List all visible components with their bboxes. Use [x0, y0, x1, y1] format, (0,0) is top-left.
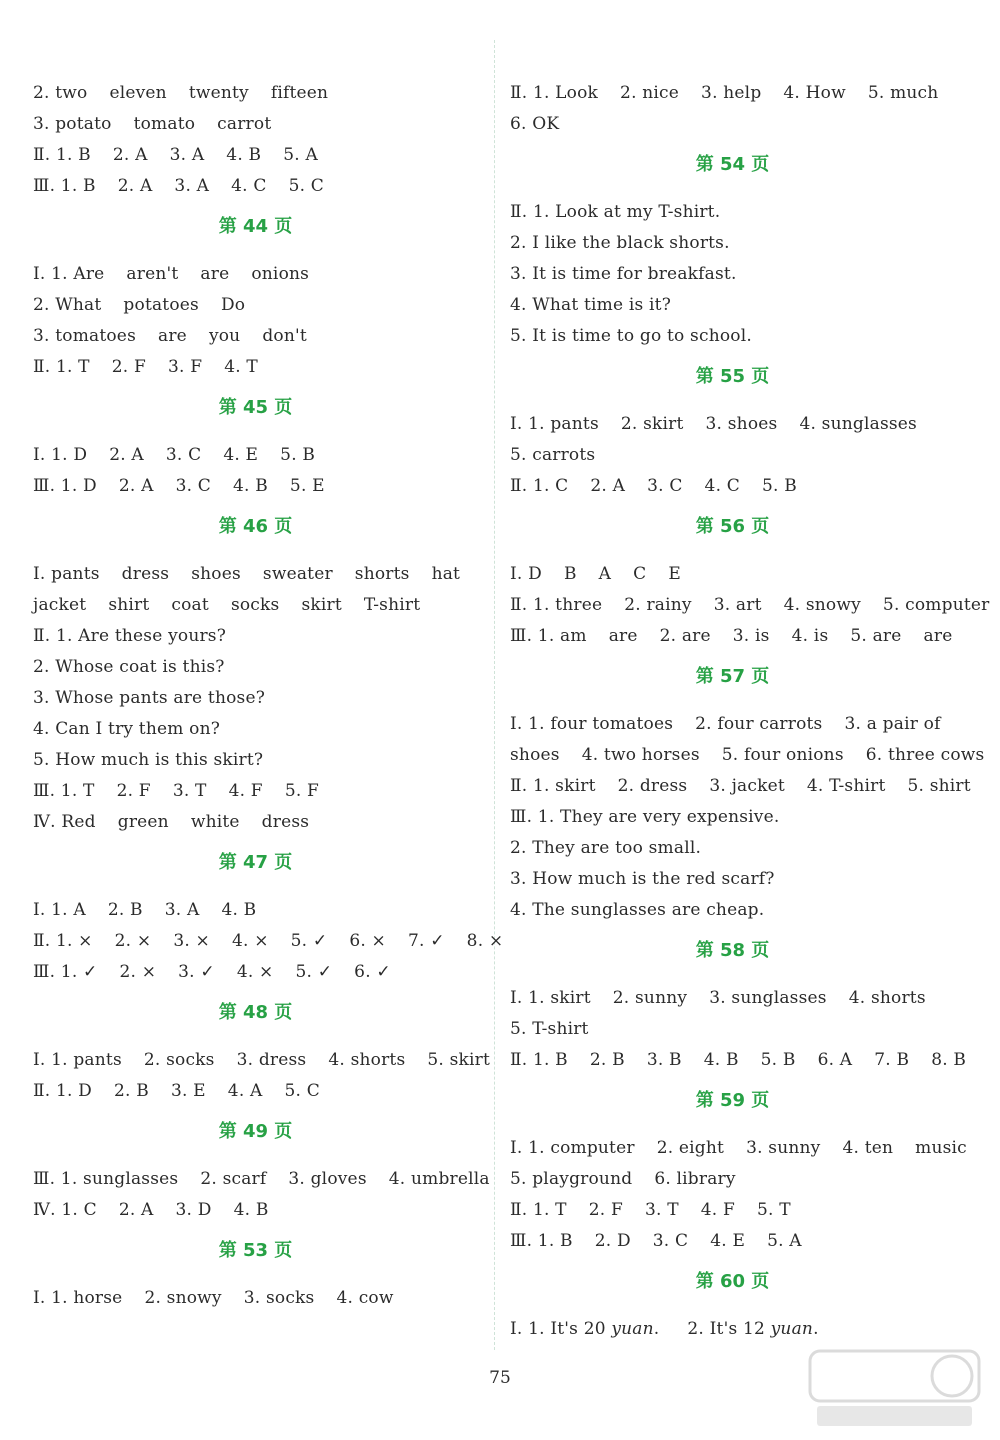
section-heading: 第 46 页: [218, 516, 293, 537]
answer-token: Ⅱ. 1. T: [510, 1200, 567, 1220]
answer-token: 5. much: [867, 83, 939, 103]
answer-token: 2. snowy: [144, 1288, 222, 1308]
answer-token: 6. A: [817, 1050, 853, 1070]
answer-token: 4. shorts: [328, 1050, 406, 1070]
answer-token: 3. C: [652, 1231, 689, 1251]
answer-token: 6. OK: [510, 114, 560, 134]
answer-token: skirt: [301, 595, 342, 615]
answer-token: tomato: [133, 114, 196, 134]
answer-line: [510, 1133, 967, 1164]
answer-token: 2. rainy: [624, 595, 692, 615]
answer-token: dress: [121, 564, 170, 584]
section-heading: 第 59 页: [695, 1090, 770, 1111]
section-heading: 第 54 页: [695, 154, 770, 175]
answer-token: 4. two horses: [581, 745, 700, 765]
answer-line: [510, 771, 971, 802]
answer-token: 4. B: [221, 900, 257, 920]
answer-line: [510, 259, 955, 290]
answer-token: 2. B: [589, 1050, 625, 1070]
currency-unit: yuan: [770, 1319, 814, 1339]
answer-token: Ⅱ. 1. three: [510, 595, 603, 615]
answer-token: are: [923, 626, 953, 646]
answer-token: Ⅰ. 1. computer: [510, 1138, 635, 1158]
answer-token: 3. jacket: [709, 776, 785, 796]
answer-token: eleven: [109, 83, 167, 103]
answer-line: [33, 1283, 478, 1314]
answer-token: 2. A: [112, 145, 148, 165]
answer-line: [510, 864, 955, 895]
answer-token: 5. skirt: [427, 1050, 491, 1070]
answer-token: 5. C: [284, 1081, 320, 1101]
answer-line: [510, 440, 955, 471]
answer-token: 3. It is time for breakfast.: [510, 264, 737, 284]
watermark-stamp-icon: [807, 1348, 982, 1432]
answer-token: 3. sunny: [746, 1138, 821, 1158]
answer-token: 4. is: [791, 626, 829, 646]
answer-token: 5. T: [756, 1200, 791, 1220]
answer-token: 3. potato: [33, 114, 112, 134]
answer-token: Ⅳ. Red: [33, 812, 96, 832]
answer-token: 5. playground: [510, 1169, 633, 1189]
answer-token: 2. skirt: [620, 414, 684, 434]
answer-token: carrot: [217, 114, 272, 134]
answer-token: fifteen: [270, 83, 329, 103]
answer-token: shoes: [510, 745, 560, 765]
answer-token: 2. A: [118, 1200, 154, 1220]
answer-token: Ⅱ. 1. C: [510, 476, 569, 496]
answer-text: Ⅰ. 1. It's 20: [510, 1319, 612, 1339]
answer-line: [33, 621, 478, 652]
answer-token: 2. A: [109, 445, 144, 465]
answer-token: 4. How: [783, 83, 846, 103]
answer-line: [33, 895, 478, 926]
answer-token: 3. tomatoes: [33, 326, 136, 346]
answer-line: [33, 926, 504, 957]
answer-token: aren't: [126, 264, 179, 284]
answer-token: Ⅲ. 1. They are very expensive.: [510, 807, 780, 827]
answer-text: . 2. It's 12: [653, 1319, 771, 1339]
answer-token: 4. C: [704, 476, 740, 496]
answer-token: 6. ×: [349, 931, 386, 951]
answer-line: [33, 290, 478, 321]
answer-token: 2. four carrots: [695, 714, 823, 734]
answer-token: 2. B: [107, 900, 143, 920]
answer-token: 2. scarf: [200, 1169, 267, 1189]
answer-token: 2. nice: [620, 83, 680, 103]
answer-token: 4. sunglasses: [799, 414, 917, 434]
answer-token: 3. How much is the red scarf?: [510, 869, 775, 889]
answer-token: E: [668, 564, 681, 584]
answer-line: [510, 109, 955, 140]
answer-token: shorts: [354, 564, 410, 584]
answer-token: 4. ×: [231, 931, 269, 951]
answer-token: Ⅰ. 1. pants: [33, 1050, 122, 1070]
answer-token: 3. C: [647, 476, 683, 496]
answer-token: 2. What: [33, 295, 102, 315]
section-heading: 第 53 页: [218, 1240, 293, 1261]
answer-token: T-shirt: [363, 595, 421, 615]
answer-token: 4. E: [710, 1231, 746, 1251]
answer-line: [510, 1014, 955, 1045]
answer-line: [510, 740, 985, 771]
answer-line: [510, 321, 955, 352]
answer-token: 6. ✓: [354, 962, 391, 982]
answer-token: B: [563, 564, 577, 584]
answer-token: 4. T-shirt: [806, 776, 886, 796]
answer-token: 4. Can I try them on?: [33, 719, 221, 739]
answer-token: Ⅰ. 1. four tomatoes: [510, 714, 674, 734]
answer-token: 5. E: [289, 476, 325, 496]
answer-token: Ⅰ. 1. A: [33, 900, 86, 920]
answer-token: twenty: [188, 83, 249, 103]
answer-token: 4. E: [223, 445, 259, 465]
answer-token: 4. C: [231, 176, 267, 196]
answer-token: 5. computer: [882, 595, 990, 615]
answer-line: [510, 590, 990, 621]
answer-token: 2. sunny: [612, 988, 688, 1008]
answer-token: 2. A: [117, 176, 153, 196]
answer-token: Ⅰ. pants: [33, 564, 100, 584]
answer-token: Ⅲ. 1. B: [510, 1231, 573, 1251]
section-heading: 第 45 页: [218, 397, 293, 418]
answer-line: [33, 776, 478, 807]
answer-token: 3. gloves: [288, 1169, 367, 1189]
answer-token: A: [598, 564, 612, 584]
answer-token: 4. shorts: [848, 988, 926, 1008]
answer-token: are: [200, 264, 230, 284]
answer-line: [33, 352, 478, 383]
answer-token: 4. cow: [336, 1288, 394, 1308]
section-heading: 第 49 页: [218, 1121, 293, 1142]
answer-token: 2. two: [33, 83, 88, 103]
answer-line: [510, 78, 955, 109]
answer-token: 7. ✓: [408, 931, 445, 951]
answer-token: 3. ✓: [178, 962, 215, 982]
answer-token: 5. F: [284, 781, 320, 801]
answer-line: [510, 559, 955, 590]
answer-line: [33, 559, 478, 590]
answer-token: 3. help: [701, 83, 762, 103]
answer-token: 2. F: [588, 1200, 623, 1220]
answer-line: [33, 683, 478, 714]
answer-token: 4. B: [233, 1200, 269, 1220]
answer-token: 2. A: [590, 476, 626, 496]
answer-token: Ⅲ. 1. T: [33, 781, 95, 801]
answer-token: 4. B: [226, 145, 262, 165]
answer-token: Ⅱ. 1. B: [510, 1050, 568, 1070]
answer-token: 4. B: [703, 1050, 739, 1070]
answer-token: 5. B: [761, 476, 797, 496]
answer-line: [33, 1164, 490, 1195]
answer-token: 2. ×: [119, 962, 157, 982]
answer-line: [510, 228, 955, 259]
answer-token: 4. F: [700, 1200, 735, 1220]
answer-token: 3. B: [646, 1050, 682, 1070]
answer-line: [33, 590, 478, 621]
answer-token: 4. T: [224, 357, 258, 377]
answer-line: [510, 833, 955, 864]
answer-token: hat: [431, 564, 461, 584]
answer-token: 3. F: [167, 357, 203, 377]
answer-token: 8. ×: [466, 931, 504, 951]
answer-token: 6. library: [654, 1169, 736, 1189]
answer-token: potatoes: [123, 295, 199, 315]
answer-line: [510, 197, 955, 228]
answer-token: 2. eight: [656, 1138, 725, 1158]
answer-line: [33, 1076, 478, 1107]
answer-token: 5. B: [280, 445, 316, 465]
answer-token: 2. I like the black shorts.: [510, 233, 730, 253]
answer-line: [33, 171, 478, 202]
answer-token: Ⅱ. 1. T: [33, 357, 90, 377]
answer-token: C: [633, 564, 647, 584]
answer-token: 5. A: [283, 145, 318, 165]
answer-token: Ⅱ. 1. B: [33, 145, 91, 165]
answer-token: 3. shoes: [705, 414, 778, 434]
answer-token: 3. C: [175, 476, 211, 496]
answer-token: 3. a pair of: [844, 714, 941, 734]
section-heading: 第 58 页: [695, 940, 770, 961]
answer-line: [510, 1195, 955, 1226]
answer-token: 2. B: [114, 1081, 149, 1101]
answer-token: 3. A: [164, 900, 200, 920]
answer-line: [33, 140, 478, 171]
answer-token: 3. D: [175, 1200, 212, 1220]
column-divider: [494, 40, 496, 1350]
answer-token: white: [190, 812, 240, 832]
answer-token: Ⅲ. 1. am: [510, 626, 587, 646]
answer-token: shirt: [108, 595, 150, 615]
answer-token: 2. are: [659, 626, 711, 646]
answer-token: Ⅲ. 1. sunglasses: [33, 1169, 179, 1189]
answer-token: socks: [230, 595, 280, 615]
answer-line: [33, 1195, 478, 1226]
answer-token: 5. A: [767, 1231, 802, 1251]
answer-token: Ⅳ. 1. C: [33, 1200, 97, 1220]
answer-token: 3. sunglasses: [709, 988, 827, 1008]
answer-line: [33, 652, 478, 683]
answer-token: 5. carrots: [510, 445, 596, 465]
answer-token: 4. ×: [236, 962, 274, 982]
answer-line: [510, 1164, 955, 1195]
answer-text: .: [813, 1319, 819, 1339]
answer-token: 3. C: [165, 445, 202, 465]
answer-token: you: [208, 326, 241, 346]
answer-token: 2. D: [594, 1231, 631, 1251]
answer-token: sweater: [262, 564, 333, 584]
watermark-logo: [807, 1348, 982, 1432]
answer-token: Do: [220, 295, 246, 315]
answer-token: Ⅲ. 1. B: [33, 176, 96, 196]
answer-line: [33, 321, 478, 352]
answer-token: Ⅰ. 1. D: [33, 445, 88, 465]
answer-token: 3. T: [644, 1200, 679, 1220]
answer-token: 6. three cows: [865, 745, 985, 765]
answer-token: 5. ✓: [290, 931, 328, 951]
answer-line: [510, 621, 955, 652]
answer-line: [33, 440, 478, 471]
answer-token: Ⅱ. 1. ×: [33, 931, 93, 951]
answer-line: [510, 895, 955, 926]
answer-line: [33, 259, 478, 290]
section-heading: 第 60 页: [695, 1271, 770, 1292]
answer-token: 5. shirt: [907, 776, 971, 796]
answer-line: [510, 290, 955, 321]
answer-token: Ⅱ. 1. Look: [510, 83, 599, 103]
section-heading: 第 48 页: [218, 1002, 293, 1023]
answer-token: 3. is: [732, 626, 770, 646]
answer-token: Ⅰ. D: [510, 564, 542, 584]
answer-token: 5. T-shirt: [510, 1019, 589, 1039]
answer-line: [33, 1045, 491, 1076]
answer-token: 4. B: [233, 476, 268, 496]
answer-line: [510, 983, 955, 1014]
answer-token: shoes: [191, 564, 241, 584]
answer-token: 3. ×: [173, 931, 210, 951]
answer-token: 2. They are too small.: [510, 838, 702, 858]
answer-token: 5. four onions: [721, 745, 844, 765]
answer-token: music: [915, 1138, 967, 1158]
answer-token: Ⅰ. 1. skirt: [510, 988, 591, 1008]
answer-token: are: [158, 326, 187, 346]
answer-line: [510, 802, 955, 833]
currency-unit: yuan: [611, 1319, 654, 1339]
answer-token: 4. ten: [842, 1138, 894, 1158]
answer-token: 4. umbrella: [388, 1169, 490, 1189]
answer-token: 5. C: [288, 176, 324, 196]
answer-token: 5. are: [850, 626, 902, 646]
answer-line: [33, 471, 478, 502]
answer-token: 2. Whose coat is this?: [33, 657, 225, 677]
answer-token: Ⅲ. 1. ✓: [33, 962, 98, 982]
answer-token: 2. F: [116, 781, 151, 801]
section-heading: 第 47 页: [218, 852, 293, 873]
answer-line: [33, 957, 478, 988]
answer-token: 4. The sunglasses are cheap.: [510, 900, 765, 920]
answer-token: 3. A: [169, 145, 205, 165]
answer-line: [33, 78, 478, 109]
answer-token: Ⅱ. 1. skirt: [510, 776, 596, 796]
section-heading: 第 57 页: [695, 666, 770, 687]
answer-token: Ⅰ. 1. Are: [33, 264, 105, 284]
answer-token: 4. What time is it?: [510, 295, 672, 315]
answer-token: 4. A: [227, 1081, 263, 1101]
answer-token: are: [608, 626, 638, 646]
answer-line: [510, 709, 955, 740]
answer-line: [510, 1226, 955, 1257]
section-heading: 第 55 页: [695, 366, 770, 387]
answer-column-left: [33, 78, 504, 1314]
answer-token: Ⅰ. 1. pants: [510, 414, 599, 434]
page-number: 75: [489, 1368, 511, 1388]
answer-token: 2. A: [118, 476, 154, 496]
answer-token: coat: [171, 595, 209, 615]
answer-token: 2. ×: [114, 931, 152, 951]
answer-token: 4. F: [228, 781, 263, 801]
answer-line: [510, 409, 955, 440]
answer-line: [33, 109, 478, 140]
answer-token: 3. socks: [243, 1288, 315, 1308]
answer-token: 3. Whose pants are those?: [33, 688, 266, 708]
answer-token: Ⅱ. 1. Are these yours?: [33, 626, 227, 646]
answer-token: 2. dress: [617, 776, 688, 796]
answer-line: [510, 1314, 955, 1345]
answer-token: 2. socks: [143, 1050, 215, 1070]
answer-token: 2. F: [111, 357, 146, 377]
answer-token: onions: [251, 264, 310, 284]
answer-token: 8. B: [931, 1050, 967, 1070]
answer-token: 3. A: [174, 176, 210, 196]
answer-line: [33, 714, 478, 745]
answer-token: 5. ✓: [295, 962, 333, 982]
answer-line: [33, 807, 478, 838]
answer-token: green: [117, 812, 169, 832]
answer-token: Ⅱ. 1. D: [33, 1081, 93, 1101]
answer-token: don't: [262, 326, 307, 346]
answer-token: dress: [261, 812, 310, 832]
answer-token: 7. B: [874, 1050, 910, 1070]
answer-line: [510, 471, 955, 502]
answer-token: Ⅱ. 1. Look at my T-shirt.: [510, 202, 721, 222]
answer-token: 3. dress: [236, 1050, 307, 1070]
answer-token: 4. snowy: [783, 595, 861, 615]
answer-column-right: [510, 78, 990, 1345]
answer-token: Ⅲ. 1. D: [33, 476, 97, 496]
answer-token: 5. How much is this skirt?: [33, 750, 264, 770]
answer-token: 5. B: [760, 1050, 796, 1070]
answer-token: Ⅰ. 1. horse: [33, 1288, 123, 1308]
section-heading: 第 44 页: [218, 216, 293, 237]
answer-line: [33, 745, 478, 776]
answer-token: jacket: [33, 595, 87, 615]
answer-token: 3. T: [172, 781, 207, 801]
answer-line: [510, 1045, 967, 1076]
answer-token: 3. E: [170, 1081, 206, 1101]
answer-token: 5. It is time to go to school.: [510, 326, 752, 346]
answer-token: 3. art: [713, 595, 762, 615]
section-heading: 第 56 页: [695, 516, 770, 537]
